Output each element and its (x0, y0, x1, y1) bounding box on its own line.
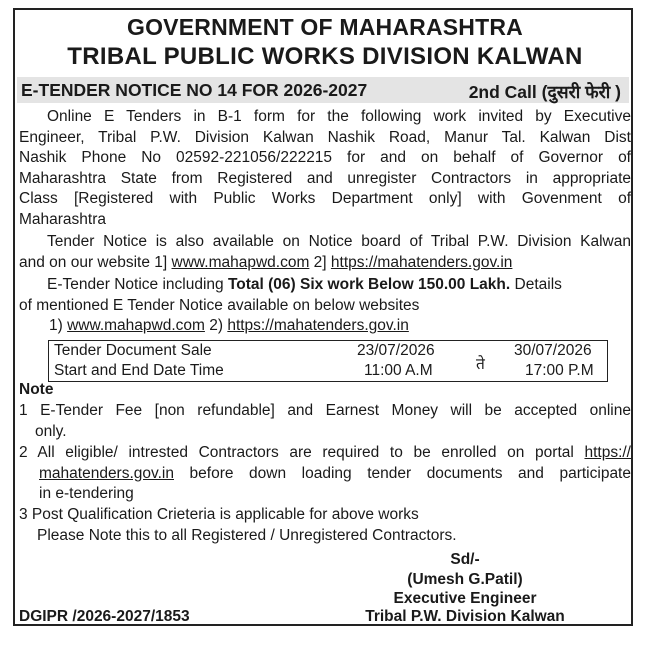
para1-line1: Online E Tenders in B-1 form for the following work invited by Executive (47, 108, 631, 125)
note2-prefix: 2 All eligible/ intrested Contractors are required to be enrolled on portal (19, 444, 585, 461)
websites-line (19, 316, 631, 337)
schedule-label-datetime: Start and End Date Time (54, 362, 224, 379)
websites-n1: 1) (49, 317, 68, 334)
para3-suffix: Details (510, 276, 562, 293)
notice-number-bar (17, 77, 629, 103)
para1-line2: Engineer, Tribal P.W. Division Kalwan Nashik Road, Manur Tal. Kalwan Dist (19, 128, 631, 146)
signature-name: (Umesh G.Patil) (407, 571, 523, 588)
websites-n2: 2) (204, 317, 228, 334)
portal-link-part2[interactable]: mahatenders.gov.in (39, 464, 174, 482)
end-time: 17:00 P.M (525, 362, 594, 379)
para2-prefix: and on our website 1] (19, 253, 172, 271)
note4: Please Note this to all Registered / Unregistered Contractors. (37, 526, 457, 544)
para1-line4: Maharashtra State from Registered and unregister Contractors in appropriate (19, 169, 631, 187)
website-link-mahatenders[interactable]: https://mahatenders.gov.in (330, 253, 513, 271)
notice-number: E-TENDER NOTICE NO 14 FOR 2026-2027 (21, 80, 368, 100)
note1-line1: 1 E-Tender Fee [non refundable] and Earnest Money will be accepted online (19, 402, 631, 419)
para2-mid: 2] (309, 253, 331, 271)
work-total-bold: Total (06) Six work Below 150.00 Lakh. (227, 276, 511, 293)
schedule-label-sale: Tender Document Sale (54, 342, 212, 359)
date-separator: ते (476, 356, 485, 373)
signature-designation: Executive Engineer (393, 590, 537, 607)
para2-line2 (19, 253, 631, 274)
start-date: 23/07/2026 (357, 342, 435, 359)
note2-line1 (19, 443, 631, 464)
para3-line1 (19, 275, 631, 296)
website-link-mahapwd-2[interactable]: www.mahapwd.com (67, 317, 205, 334)
para2-line1: Tender Notice is also available on Notice board of Tribal P.W. Division Kalwan (47, 233, 631, 250)
signature-office: Tribal P.W. Division Kalwan (365, 608, 565, 625)
end-date: 30/07/2026 (514, 342, 592, 359)
note2-line2 (19, 464, 631, 485)
note1-line2: only. (35, 422, 67, 440)
note-heading: Note (19, 381, 54, 398)
note2-suffix: before down loading tender documents and participate (174, 464, 631, 482)
website-link-mahapwd[interactable]: www.mahapwd.com (171, 253, 310, 271)
para1-line6: Maharashtra (19, 210, 107, 228)
start-time: 11:00 A.M (364, 362, 433, 379)
schedule-table (48, 340, 608, 382)
para3-line2: of mentioned E Tender Notice available on below websites (19, 296, 420, 314)
note2-line3: in e-tendering (39, 485, 134, 502)
call-label: 2nd Call (दुसरी फेरी ) (468, 82, 621, 102)
portal-link-part1[interactable]: https:// (584, 444, 631, 461)
para3-prefix: E-Tender Notice including (47, 276, 228, 293)
para1-line5: Class [Registered with Public Works Department only] with Govenment of (19, 190, 631, 207)
division-title: TRIBAL PUBLIC WORKS DIVISION KALWAN (67, 43, 583, 70)
website-link-mahatenders-2[interactable]: https://mahatenders.gov.in (227, 317, 409, 334)
notice-frame (13, 8, 633, 626)
para1-line3: Nashik Phone No 02592-221056/222215 for and on behalf of Governor of (19, 149, 631, 166)
government-title: GOVERNMENT OF MAHARASHTRA (127, 14, 523, 40)
dgipr-reference: DGIPR /2026-2027/1853 (19, 608, 190, 625)
note3: 3 Post Qualification Crieteria is applicable for above works (19, 506, 419, 523)
signature-sd: Sd/- (450, 551, 480, 568)
